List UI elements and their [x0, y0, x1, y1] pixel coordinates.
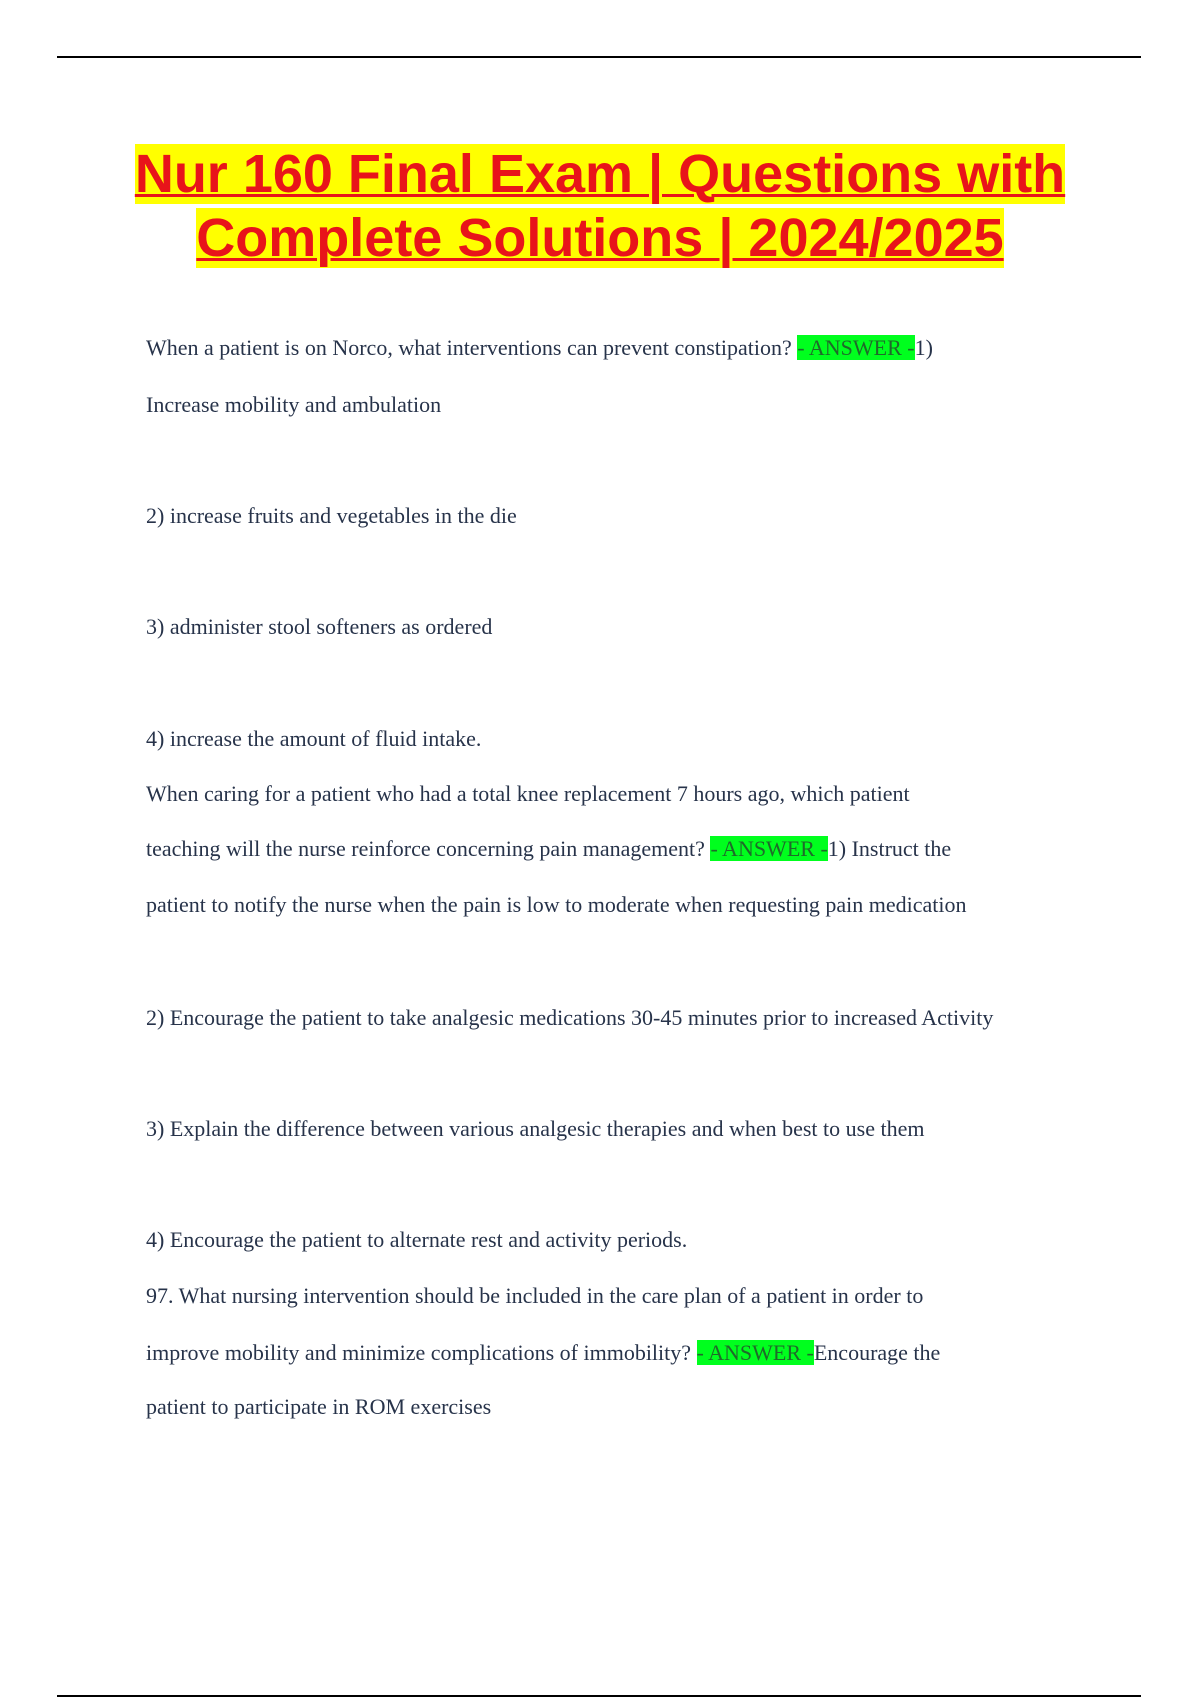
- q1-answer-badge: - ANSWER -: [797, 335, 915, 360]
- q3-question-line-1: 97. What nursing intervention should be included in the care plan of a patient in order to: [146, 1283, 924, 1308]
- q3-answer-badge: - ANSWER -: [696, 1340, 814, 1365]
- title-line-2: Complete Solutions | 2024/2025: [196, 208, 1004, 268]
- q2-question-text: teaching will the nurse reinforce concerning pain management?: [146, 836, 711, 861]
- q3-answer-start: Encourage the: [813, 1340, 941, 1365]
- q2-question-line-2: [146, 834, 951, 864]
- q3-question-line-2: [146, 1338, 940, 1368]
- q2-question-line-1: When caring for a patient who had a total knee replacement 7 hours ago, which patient: [146, 781, 910, 806]
- q3-answer-line: patient to participate in ROM exercises: [146, 1394, 492, 1419]
- bottom-rule: [57, 1695, 1141, 1697]
- title-line-1: Nur 160 Final Exam | Questions with: [134, 144, 1066, 204]
- q2-item-4: 4) Encourage the patient to alternate rest and activity periods.: [146, 1227, 688, 1252]
- q1-item-3: 3) administer stool softeners as ordered: [146, 614, 493, 639]
- q1-item-4: 4) increase the amount of fluid intake.: [146, 726, 482, 751]
- q1-question-text: When a patient is on Norco, what interventions can prevent constipation?: [146, 335, 798, 360]
- q2-item-2: 2) Encourage the patient to take analgesic medications 30-45 minutes prior to increased Activity: [146, 1005, 994, 1030]
- q1-answer-line: Increase mobility and ambulation: [146, 392, 442, 417]
- q1-question-line: [146, 333, 933, 363]
- q2-answer-start: 1) Instruct the: [827, 836, 952, 861]
- q1-answer-start: 1): [914, 335, 933, 360]
- q3-question-text: improve mobility and minimize complications of immobility?: [146, 1340, 697, 1365]
- q1-item-2: 2) increase fruits and vegetables in the die: [146, 503, 517, 528]
- q2-item-3: 3) Explain the difference between various analgesic therapies and when best to use them: [146, 1116, 925, 1141]
- top-rule: [57, 56, 1141, 58]
- document-title: [60, 142, 1140, 270]
- q2-answer-badge: - ANSWER -: [710, 836, 828, 861]
- q2-answer-line: patient to notify the nurse when the pain is low to moderate when requesting pain medication: [146, 892, 967, 917]
